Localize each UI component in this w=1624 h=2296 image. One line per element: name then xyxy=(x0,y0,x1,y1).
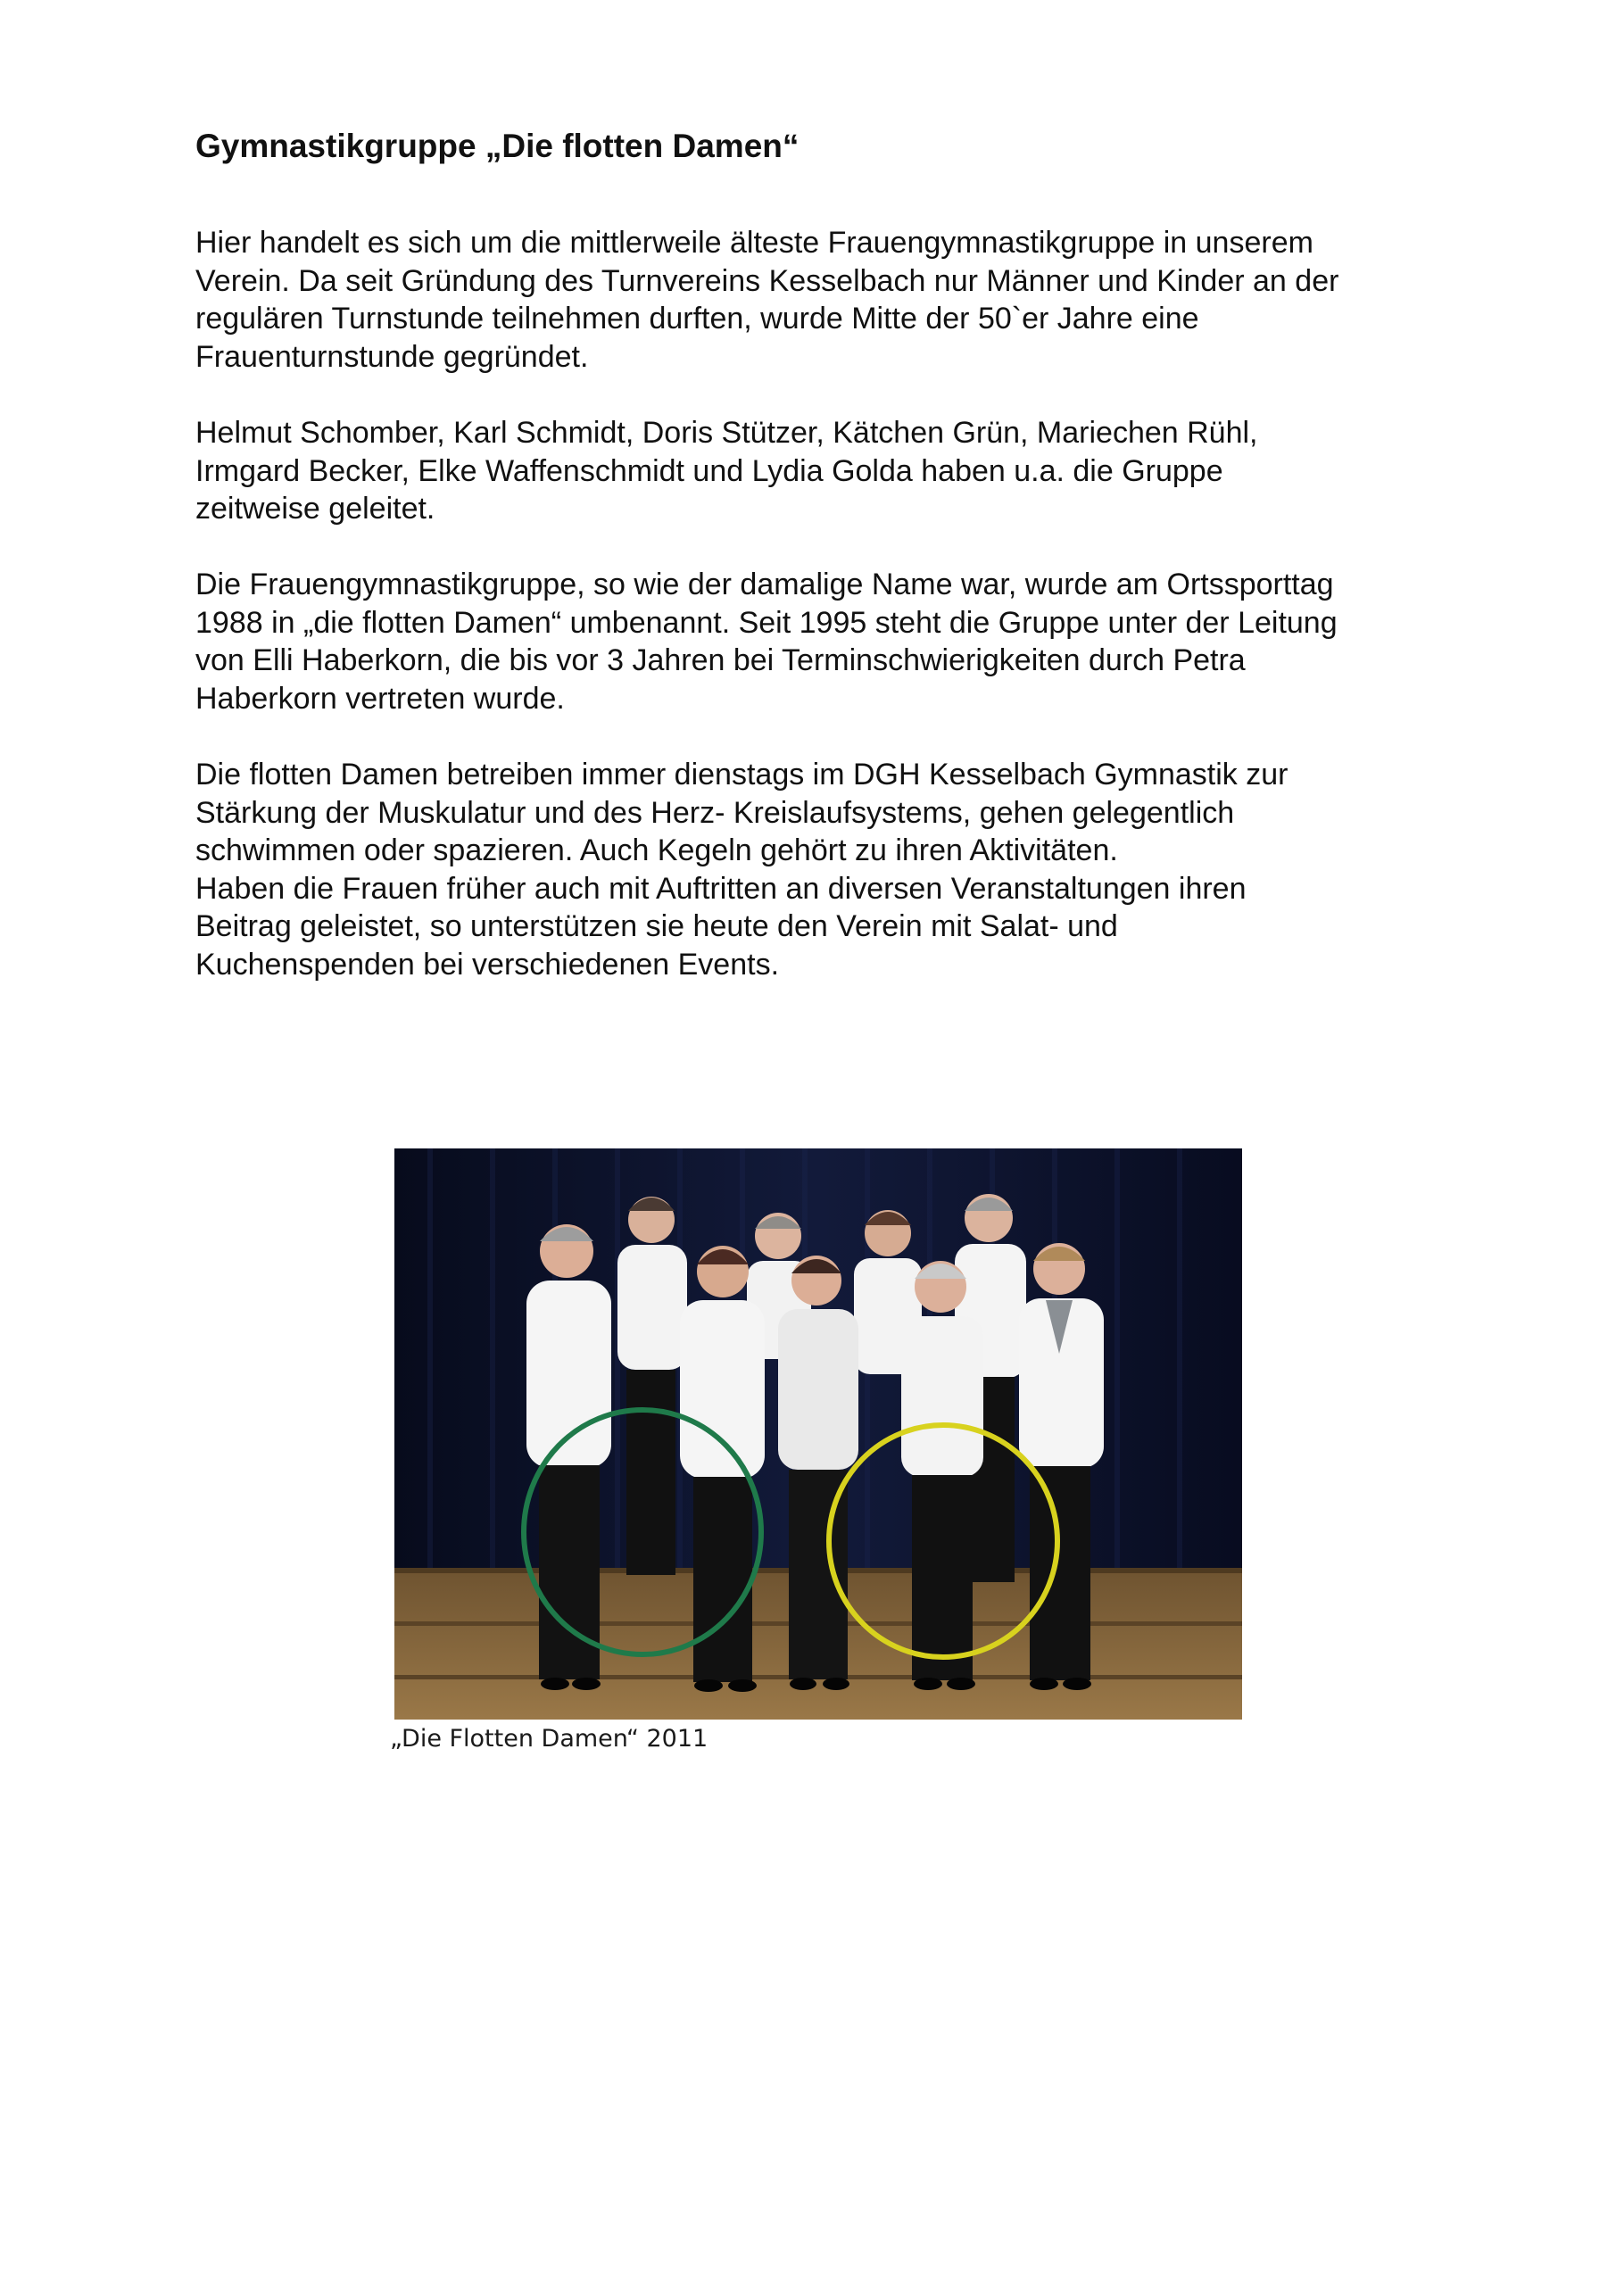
paragraph-line: Helmut Schomber, Karl Schmidt, Doris Stützer, Kätchen Grün, Mariechen Rühl, xyxy=(195,416,1258,450)
group-photo-illustration xyxy=(394,1148,1242,1720)
paragraph-line: Frauenturnstunde gegründet. xyxy=(195,339,589,374)
paragraph-line: Die Frauengymnastikgruppe, so wie der damalige Name war, wurde am Ortssporttag xyxy=(195,568,1334,601)
paragraph-line: schwimmen oder spazieren. Auch Kegeln gehört zu ihren Aktivitäten. xyxy=(195,833,1118,867)
group-photo xyxy=(394,1148,1242,1720)
page-title: Gymnastikgruppe „Die flotten Damen“ xyxy=(195,128,800,164)
paragraph-line: 1988 in „die flotten Damen“ umbenannt. Seit 1995 steht die Gruppe unter der Leitung xyxy=(195,605,1338,640)
paragraph-line: Hier handelt es sich um die mittlerweile älteste Frauengymnastikgruppe in unserem xyxy=(195,226,1313,260)
paragraph-activities xyxy=(195,756,1462,983)
paragraph-leaders xyxy=(195,414,1462,528)
paragraph-line: Beitrag geleistet, so unterstützen sie heute den Verein mit Salat- und xyxy=(195,909,1118,943)
paragraph-line: Irmgard Becker, Elke Waffenschmidt und Lydia Golda haben u.a. die Gruppe xyxy=(195,453,1223,488)
paragraph-line: Verein. Da seit Gründung des Turnvereins Kesselbach nur Männer und Kinder an der xyxy=(195,263,1339,298)
paragraph-line: zeitweise geleitet. xyxy=(195,492,435,526)
paragraph-line: Stärkung der Muskulatur und des Herz- Kreislaufsystems, gehen gelegentlich xyxy=(195,795,1235,830)
paragraph-line: Kuchenspenden bei verschiedenen Events. xyxy=(195,947,780,982)
paragraph-line: von Elli Haberkorn, die bis vor 3 Jahren bei Terminschwierigkeiten durch Petra xyxy=(195,643,1246,677)
paragraph-renaming xyxy=(195,566,1462,717)
photo-caption: „Die Flotten Damen“ 2011 xyxy=(390,1725,708,1753)
paragraph-history xyxy=(195,224,1462,376)
paragraph-line: Die flotten Damen betreiben immer dienstags im DGH Kesselbach Gymnastik zur xyxy=(195,758,1288,792)
paragraph-line: regulären Turnstunde teilnehmen durften, wurde Mitte der 50`er Jahre eine xyxy=(195,302,1199,336)
paragraph-line: Haben die Frauen früher auch mit Auftritten an diversen Veranstaltungen ihren xyxy=(195,871,1247,906)
paragraph-line: Haberkorn vertreten wurde. xyxy=(195,681,565,716)
